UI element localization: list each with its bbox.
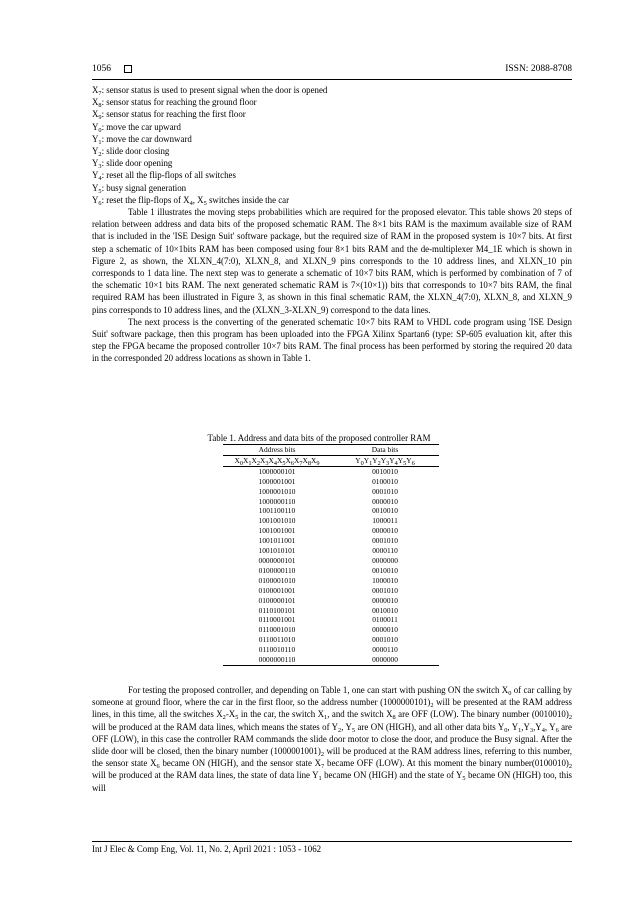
table-row bbox=[223, 606, 439, 616]
data-cell: 0000010 bbox=[372, 496, 398, 506]
address-cell: 0000000101 bbox=[258, 555, 296, 565]
body-text-top bbox=[92, 84, 572, 365]
address-cell: 1000000110 bbox=[258, 496, 296, 506]
table-row bbox=[223, 506, 439, 516]
address-cell: 0100000110 bbox=[258, 565, 296, 575]
table-row bbox=[223, 596, 439, 606]
paragraph-table-description: Table 1 illustrates the moving steps probabilities which are required for the proposed elevator. This table shows 20 steps of relation between address and data bits of the proposed schematic RAM. The 8×1 bits RAM is the maximum available size of RAM that is included in the 'ISE Design Suit' software package, but the required size of RAM in the proposed system is 10×7 bits. At first step a schematic of 10×1bits RAM has been composed using four 8×1 bits RAM and the de-multiplexer M4_1E which is shown in Figure 2, as shown, the XLXN_4(7:0), XLXN_8, and XLXN_9 pins corresponds to the 10 address lines, and XLXN_10 pin corresponds to 1 data line. The next step was to generate a schematic of 10×7 bits RAM, which is performed by combination of 7 of the schematic 10×1 bits RAM. The next generated schematic RAM is 7×(10×1)) bits that corresponds to 10×7 bits RAM, the final required RAM has been illustrated in Figure 3, as shown in this final schematic RAM, the XLXN_4(7:0), XLXN_8, and XLXN_9 pins corresponds to 10 address lines, and the (XLXN_3-XLXN_9) correspond to the data lines. bbox=[92, 207, 572, 315]
body-text-bottom bbox=[92, 684, 572, 794]
table-row bbox=[223, 625, 439, 635]
table-row bbox=[223, 477, 439, 487]
address-cell: 0100001010 bbox=[258, 575, 296, 585]
data-cell: 0000010 bbox=[372, 625, 398, 635]
col-subheader-data-bits: $Y_0Y_1Y_2Y_3Y_4Y_5Y_6$ bbox=[331, 455, 439, 466]
data-cell: 0000110 bbox=[372, 645, 398, 655]
data-cell: 0010010 bbox=[372, 605, 398, 615]
table-row bbox=[223, 655, 439, 665]
definition-line: $X_8$: sensor status for reaching the ground floor bbox=[92, 97, 257, 109]
table-row bbox=[223, 556, 439, 566]
address-cell: 0110001001 bbox=[258, 615, 296, 625]
address-cell: 1000001010 bbox=[258, 486, 296, 496]
address-data-table bbox=[223, 444, 439, 666]
definition-line: $Y_0$: move the car upward bbox=[92, 121, 181, 134]
data-cell: 0000000 bbox=[331, 655, 439, 665]
data-cell: 0010010 bbox=[372, 565, 398, 575]
journal-footer: Int J Elec & Comp Eng, Vol. 11, No. 2, April 2021 : 1053 - 1062 bbox=[92, 844, 322, 854]
address-cell: 0110010110 bbox=[258, 645, 296, 655]
address-cell: 1001100110 bbox=[258, 506, 296, 516]
table-row bbox=[223, 466, 439, 476]
page-header bbox=[92, 64, 572, 78]
table-row bbox=[223, 546, 439, 556]
variable-definitions bbox=[92, 84, 572, 194]
address-cell: 0100000101 bbox=[258, 595, 296, 605]
page-number: 1056 bbox=[92, 64, 111, 74]
address-cell: 0100001001 bbox=[258, 585, 296, 595]
data-cell: 0001010 bbox=[372, 585, 398, 595]
data-cell: 0010010 bbox=[372, 466, 398, 476]
address-cell: 1001001010 bbox=[258, 516, 296, 526]
table-row bbox=[223, 586, 439, 596]
address-cell: 1001011001 bbox=[258, 536, 296, 546]
address-cell: 0110011010 bbox=[258, 635, 296, 645]
col-header-address: Address bits bbox=[223, 445, 331, 456]
definition-line: $Y_4$: reset all the flip-flops of all switches bbox=[92, 170, 236, 183]
table-row bbox=[223, 615, 439, 625]
table-row bbox=[223, 576, 439, 586]
table-body bbox=[223, 466, 439, 665]
address-cell: 0110001010 bbox=[258, 625, 296, 635]
definition-line: $Y_3$: slide door opening bbox=[92, 158, 173, 171]
table-row bbox=[223, 566, 439, 576]
table-row bbox=[223, 635, 439, 645]
definition-line: $X_9$: sensor status for reaching the first floor bbox=[92, 109, 246, 122]
address-cell: 1001010101 bbox=[258, 546, 296, 556]
paragraph-testing: For testing the proposed controller, and depending on Table 1, one can start with pushing ON the switch $X_0$ of car calling by someone at ground floor, where the car in the first floor, so the address number $(1000000101)_2$ will be presented at the RAM address lines, in this time, all the switches $X_2-X_5$ in the car, the switch $X_1$, and the switch $X_8$ are OFF (LOW). The binary number $(0010010)_2$ will be produced at the RAM data lines, which means the states of $Y_2$, $Y_5$ are ON (HIGH), and all other data bits $Y_0$, $Y_1,Y_3,Y_4$, $Y_6$ are OFF (LOW), in this case the controller RAM commands the slide door motor to close the door, and produce the Busy signal. After the slide door will be closed, then the binary number $(1000001001)_2$ will be produced at the RAM address lines, referring to this number, the sensor state $X_6$ became ON (HIGH), and the sensor state $X_7$ became OFF (LOW). At this moment the binary $number(0100010)_2$ will be produced at the RAM data lines, the state of data line $Y_1$ became ON (HIGH) and the state of $Y_5$ became ON (HIGH) too, this will bbox=[92, 685, 572, 793]
data-cell: 0000010 bbox=[372, 595, 398, 605]
definition-line: $Y_6$: reset the flip-flops of $X_4$, $X_5$ switches inside the car bbox=[92, 194, 290, 207]
square-bullet-icon bbox=[124, 65, 132, 73]
table-caption: Table 1. Address and data bits of the proposed controller RAM bbox=[207, 433, 431, 443]
footer-rule bbox=[92, 841, 572, 842]
address-cell: 0000000110 bbox=[223, 655, 331, 665]
table-row bbox=[223, 536, 439, 546]
data-cell: 0100010 bbox=[372, 476, 398, 486]
address-cell: 1000000101 bbox=[258, 466, 296, 476]
col-header-data: Data bits bbox=[331, 445, 439, 456]
table-row bbox=[223, 526, 439, 536]
header-rule bbox=[92, 79, 572, 80]
definition-line: $Y_5$: busy signal generation bbox=[92, 182, 187, 195]
data-cell: 0001010 bbox=[372, 486, 398, 496]
address-cell: 1001001001 bbox=[258, 526, 296, 536]
address-cell: 0110100101 bbox=[258, 605, 296, 615]
data-cell: 1000011 bbox=[372, 516, 398, 526]
data-cell: 0100011 bbox=[372, 615, 398, 625]
data-cell: 0001010 bbox=[372, 536, 398, 546]
data-cell: 0010010 bbox=[372, 506, 398, 516]
data-cell: 0000010 bbox=[372, 526, 398, 536]
data-cell: 0000000 bbox=[372, 555, 398, 565]
data-cell: 1000010 bbox=[372, 575, 398, 585]
definition-line: $Y_2$: slide door closing bbox=[92, 146, 170, 158]
definition-line: $X_7$: sensor status is used to present signal when the door is opened bbox=[92, 85, 328, 97]
paragraph-vhdl-process: The next process is the converting of the generated schematic 10×7 bits RAM to VHDL code program using 'ISE Design Suit' software package, then this program has been uploaded into the FPGA Xilinx Spartan6 (type: SP-605 evaluation kit, after this step the FPGA became the proposed controller 10×7 bits RAM. The final process has been performed by storing the required 20 data in the corresponded 20 address locations as shown in Table 1. bbox=[92, 316, 572, 364]
data-cell: 0001010 bbox=[372, 635, 398, 645]
table-row bbox=[223, 645, 439, 655]
definition-line: $Y_1$: move the car downward bbox=[92, 133, 192, 146]
table-row bbox=[223, 487, 439, 497]
table-row bbox=[223, 497, 439, 507]
address-cell: 1000001001 bbox=[258, 476, 296, 486]
table-row bbox=[223, 516, 439, 526]
issn-label: ISSN: 2088-8708 bbox=[505, 64, 572, 74]
col-subheader-address-bits: $X_0X_1X_2X_3X_4X_5X_6X_7X_8X_9$ bbox=[223, 455, 331, 466]
data-cell: 0000110 bbox=[372, 546, 398, 556]
